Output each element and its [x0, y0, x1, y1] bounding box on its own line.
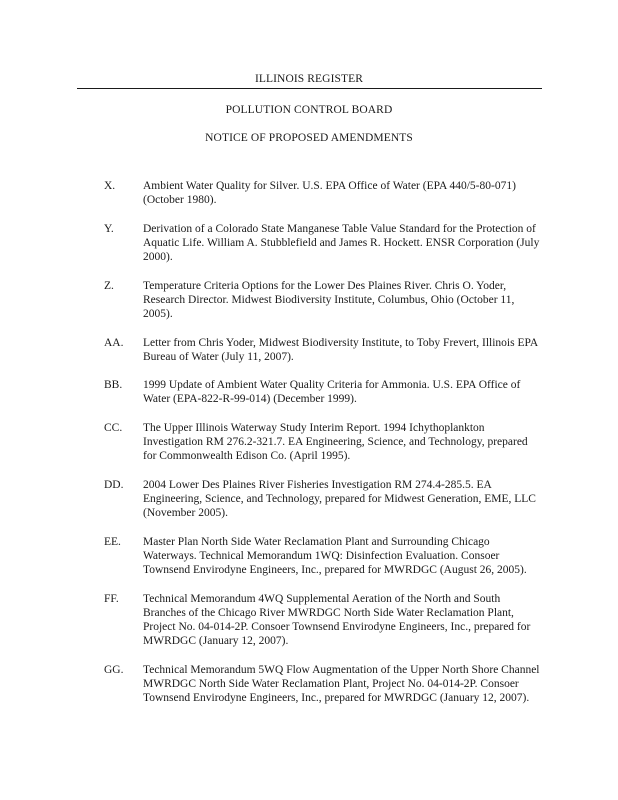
- reference-item: [0, 179, 618, 207]
- notice-title: NOTICE OF PROPOSED AMENDMENTS: [205, 132, 413, 144]
- reference-text: 2004 Lower Des Plaines River Fisheries Investigation RM 274.4-285.5. EA Engineering, Science, and Technology, prepared for Midwest Generation, EME, LLC (November 2005).: [143, 478, 536, 520]
- reference-item: [0, 378, 618, 406]
- reference-letter: CC.: [104, 421, 123, 434]
- reference-letter: Z.: [104, 279, 114, 292]
- reference-item: [0, 279, 618, 322]
- reference-item: [0, 478, 618, 521]
- reference-text: Derivation of a Colorado State Manganese Table Value Standard for the Protection of Aquatic Life. William A. Stubblefield and James R. Hockett. ENSR Corporation (July 2000).: [143, 222, 540, 264]
- reference-letter: GG.: [104, 663, 124, 676]
- reference-text: Temperature Criteria Options for the Lower Des Plaines River. Chris O. Yoder, Research Director. Midwest Biodiversity Institute, Columbus, Ohio (October 11, 2005).: [143, 279, 515, 321]
- register-title: ILLINOIS REGISTER: [254, 73, 364, 85]
- reference-letter: FF.: [104, 592, 119, 605]
- board-title: POLLUTION CONTROL BOARD: [225, 104, 393, 116]
- reference-list: [0, 179, 618, 720]
- reference-item: [0, 535, 618, 578]
- reference-item: [0, 421, 618, 464]
- reference-item: [0, 336, 618, 364]
- reference-letter: Y.: [104, 222, 114, 235]
- reference-letter: X.: [104, 180, 116, 192]
- reference-text: Technical Memorandum 5WQ Flow Augmentation of the Upper North Shore Channel MWRDGC North Side Water Reclamation Plant, Project No. 04-014-2P. Consoer Townsend Envirodyne Engineers, Inc., prepared for MWRDGC (January 12, 2007).: [143, 663, 540, 705]
- reference-letter: DD.: [104, 478, 124, 491]
- reference-letter: BB.: [104, 379, 123, 392]
- reference-text: The Upper Illinois Waterway Study Interim Report. 1994 Ichythoplankton Investigation RM 276.2-321.7. EA Engineering, Science, and Technology, prepared for Commonwealth Edison Co. (April 1995).: [143, 421, 528, 463]
- reference-text: Ambient Water Quality for Silver. U.S. EPA Office of Water (EPA 440/5-80-071) (October 1980).: [143, 180, 516, 207]
- header-rule: [77, 88, 542, 89]
- reference-text: Master Plan North Side Water Reclamation Plant and Surrounding Chicago Waterways. Technical Memorandum 1WQ: Disinfection Evaluation. Consoer Townsend Envirodyne Engineers, Inc., prepared for MWRDGC (August 26, 2005).: [143, 535, 527, 577]
- reference-text: Technical Memorandum 4WQ Supplemental Aeration of the North and South Branches of the Chicago River MWRDGC North Side Water Reclamation Plant, Project No. 04-014-2P. Consoer Townsend Envirodyne Engineers, Inc., prepared for MWRDGC (January 12, 2007).: [143, 592, 531, 648]
- reference-letter: EE.: [104, 535, 121, 548]
- reference-item: [0, 222, 618, 265]
- reference-text: 1999 Update of Ambient Water Quality Criteria for Ammonia. U.S. EPA Office of Water (EPA-822-R-99-014) (December 1999).: [143, 379, 521, 406]
- reference-text: Letter from Chris Yoder, Midwest Biodiversity Institute, to Toby Frevert, Illinois EPA Bureau of Water (July 11, 2007).: [143, 336, 538, 363]
- reference-item: [0, 592, 618, 649]
- reference-item: [0, 663, 618, 706]
- reference-letter: AA.: [104, 336, 124, 349]
